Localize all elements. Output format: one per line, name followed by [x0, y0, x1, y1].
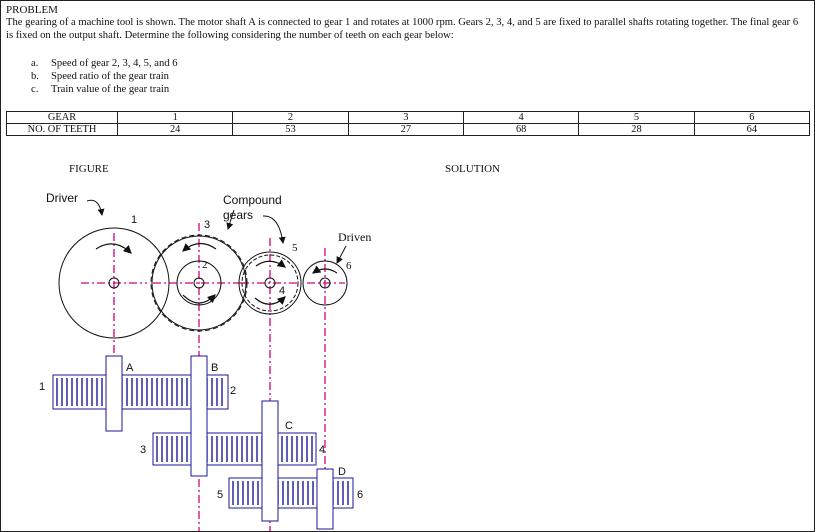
task-letter: c. [31, 84, 39, 95]
gear-train-figure [1, 181, 421, 531]
side-gear-6-number: 6 [357, 489, 364, 501]
table-cell: 4 [463, 112, 578, 124]
shaft-d-label: D [338, 466, 346, 478]
task-text: Speed of gear 2, 3, 4, 5, and 6 [51, 58, 178, 69]
side-gear-3-number: 3 [140, 444, 147, 456]
table-cell: 64 [694, 124, 809, 136]
compound-label-line2: gears [223, 208, 254, 222]
figure-heading: FIGURE [69, 163, 109, 175]
side-gear-1-number: 1 [39, 381, 46, 393]
table-header-gear: GEAR [7, 112, 118, 124]
table-row [7, 112, 810, 124]
side-gear-5-number: 5 [217, 489, 224, 501]
task-letter: b. [31, 71, 39, 82]
shaft-a-label: A [126, 362, 134, 374]
solution-heading: SOLUTION [445, 163, 500, 175]
table-cell: 5 [579, 112, 694, 124]
gear-1-number: 1 [131, 214, 138, 226]
side-gear-2-number: 2 [230, 385, 237, 397]
table-cell: 28 [579, 124, 694, 136]
task-text: Train value of the gear train [51, 84, 170, 95]
shaft-b [191, 356, 207, 476]
side-gear-4-number: 4 [319, 444, 326, 456]
shaft-c [262, 401, 278, 521]
table-header-teeth: NO. OF TEETH [7, 124, 118, 136]
shaft-a [106, 356, 122, 431]
table-cell: 27 [348, 124, 463, 136]
shaft-b-label: B [211, 362, 219, 374]
table-cell: 1 [118, 112, 233, 124]
compound-label-line1: Compound [223, 193, 282, 207]
teeth-table [6, 111, 810, 136]
table-row [7, 124, 810, 136]
problem-statement: The gearing of a machine tool is shown. The motor shaft A is connected to gear 1 and rotates at 1000 rpm. Gears 2, 3, 4, and 5 are fixed to parallel shafts rotating together. The final gear 6 is fixed on the output shaft. Determine the following considering the number of teeth on each gear below: [6, 17, 799, 41]
table-cell: 2 [233, 112, 348, 124]
driven-label: Driven [338, 230, 372, 244]
gear-5-number: 5 [292, 242, 298, 254]
rotation-arrows [96, 243, 337, 304]
table-cell: 68 [463, 124, 578, 136]
task-item [31, 84, 169, 95]
gear-4-number: 4 [279, 285, 286, 297]
task-letter: a. [31, 58, 39, 69]
table-cell: 3 [348, 112, 463, 124]
table-cell: 6 [694, 112, 809, 124]
table-cell: 53 [233, 124, 348, 136]
table-cell: 24 [118, 124, 233, 136]
callout-arrows [87, 200, 346, 263]
task-text: Speed ratio of the gear train [51, 71, 169, 82]
gear-3-number: 3 [204, 219, 211, 231]
shaft-d [317, 469, 333, 529]
gear-2-number: 2 [202, 259, 208, 271]
driver-label: Driver [46, 191, 78, 205]
problem-heading: PROBLEM [6, 4, 58, 16]
gear-6-number: 6 [346, 260, 352, 272]
shaft-c-label: C [285, 420, 293, 432]
task-item [31, 71, 169, 82]
task-item [31, 58, 178, 69]
